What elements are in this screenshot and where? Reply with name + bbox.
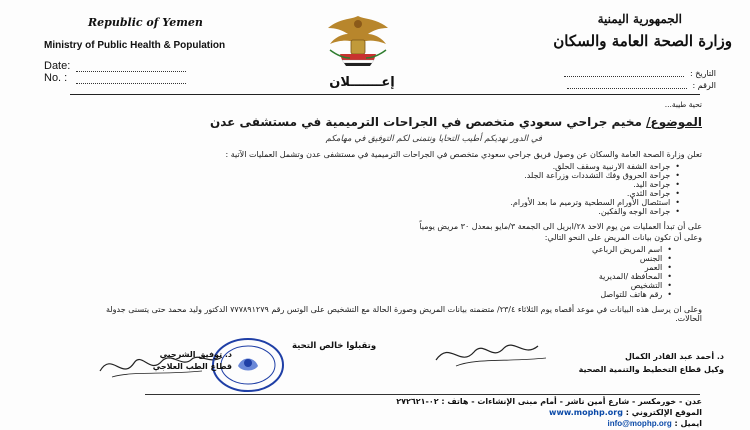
list-item: • التشخيص xyxy=(86,281,672,290)
data-intro-paragraph: وعلى أن تكون بيانات المريض على النحو التالي: xyxy=(544,233,702,242)
left-signatory-title: قطاع الطب العلاجي xyxy=(152,362,232,371)
list-item: • العمر xyxy=(86,263,672,272)
list-item: • جراحة الحروق وفك التشددات وزراعة الجلد. xyxy=(86,171,680,180)
right-signatory-name: د. أحمد عبد القادر الكمال xyxy=(624,352,724,361)
dotted-line xyxy=(76,74,186,84)
date-field-en xyxy=(44,60,186,72)
list-item: • الجنس xyxy=(86,254,672,263)
republic-of-yemen-ar: الجمهورية اليمنية xyxy=(597,12,682,26)
dotted-line xyxy=(567,80,687,89)
schedule-paragraph: على أن تبدأ العمليات من يوم الاحد ٢٨/ابريل الى الجمعة ٣/مايو بمعدل ٣٠ مريض يومياً xyxy=(419,222,702,231)
subject-key: الموضوع/ xyxy=(646,115,702,129)
number-field-ar xyxy=(564,80,716,92)
dotted-line xyxy=(564,68,684,77)
email-link[interactable]: info@mophp.org xyxy=(607,419,672,428)
handwritten-note: في الدور نهديكم أطيب التحايا ونتمنى لكم التوفيق في مهامكم xyxy=(325,134,542,144)
list-item: • اسم المريض الرباعي xyxy=(86,245,672,254)
patient-fields-list xyxy=(86,245,702,299)
list-item: • استئصال الأورام السطحية وترميم ما بعد الأورام. xyxy=(86,198,680,207)
closing-greeting: وتقبلوا خالص التحية xyxy=(292,341,377,351)
submission-paragraph: وعلى ان يرسل هذه البيانات في موعد أقصاه يوم الثلاثاء ٢٣/٤/ متضمنه بيانات المريض وصورة الحالة مع التشخيص على الوتس رقم ٧٧٧٨٩١٢٧٩ الدكتور وليد محمد حتى يتسنى جدولة الحالات. xyxy=(105,305,702,323)
greeting: تحية طيبة... xyxy=(664,100,702,109)
republic-of-yemen-en: Republic of Yemen xyxy=(88,16,203,29)
announcement-title: إعـــــــلان xyxy=(329,75,395,90)
left-signatory xyxy=(102,349,232,373)
intro-paragraph: تعلن وزارة الصحة العامة والسكان عن وصول فريق جراحي سعودي متخصص في الجراحات الترميمية في مستشفى عدن وتشمل العمليات الآتية : xyxy=(225,150,702,159)
list-item: • جراحة الوجه والفكين. xyxy=(86,207,680,216)
letter-footer xyxy=(202,396,702,429)
right-signatory-title: وكيل قطاع التخطيط والتنمية الصحية xyxy=(578,365,724,374)
date-field-ar xyxy=(564,68,716,80)
arabic-reference-fields xyxy=(564,68,716,92)
yemen-emblem-icon xyxy=(318,10,398,70)
website-label: الموقع الإلكتروني : xyxy=(625,408,702,417)
procedures-list xyxy=(86,162,702,216)
date-label-ar: التاريخ : xyxy=(689,69,716,78)
signature-right-icon xyxy=(426,332,566,376)
list-item: • رقم هاتف للتواصل xyxy=(86,290,672,299)
list-item: • جراحة اليد. xyxy=(86,180,680,189)
footer-address: عدن - خورمكسر - شارع أمين ناشر - أمام مبنى الإنشاءات - هاتف : ٠٢-٢٧٢٦٢١ xyxy=(396,397,702,406)
english-reference-fields xyxy=(44,60,186,84)
left-signatory-name: د. توفيق الشرجبي xyxy=(159,350,232,359)
list-item: • جراحة الثدي. xyxy=(86,189,680,198)
letter-body xyxy=(86,100,702,323)
list-item: • المحافظة /المديرية xyxy=(86,272,672,281)
right-signatory xyxy=(579,350,724,376)
email-label: ايميل : xyxy=(674,419,702,428)
ministry-name-en: Ministry of Public Health & Population xyxy=(44,40,226,51)
footer-email-row xyxy=(202,418,702,429)
subject-line xyxy=(86,115,702,129)
number-field-en xyxy=(44,72,186,84)
footer-divider xyxy=(145,394,700,395)
arabic-letterhead xyxy=(492,12,732,50)
number-label-ar: الرقم : xyxy=(692,81,716,90)
date-label-en: Date: xyxy=(44,60,71,72)
list-item: • جراحة الشفة الارنبية وسقف الحلق. xyxy=(86,162,680,171)
subject-text: مخيم جراحي سعودي متخصص في الجراحات الترميمية في مستشفى عدن xyxy=(210,115,642,129)
dotted-line xyxy=(76,62,186,72)
website-link[interactable]: www.mophp.org xyxy=(549,408,623,417)
footer-website-row xyxy=(202,407,702,418)
title-divider xyxy=(70,94,700,95)
ministry-name-ar: وزارة الصحة العامة والسكان xyxy=(553,32,732,50)
number-label-en: No. : xyxy=(44,72,68,84)
english-letterhead xyxy=(44,16,274,51)
